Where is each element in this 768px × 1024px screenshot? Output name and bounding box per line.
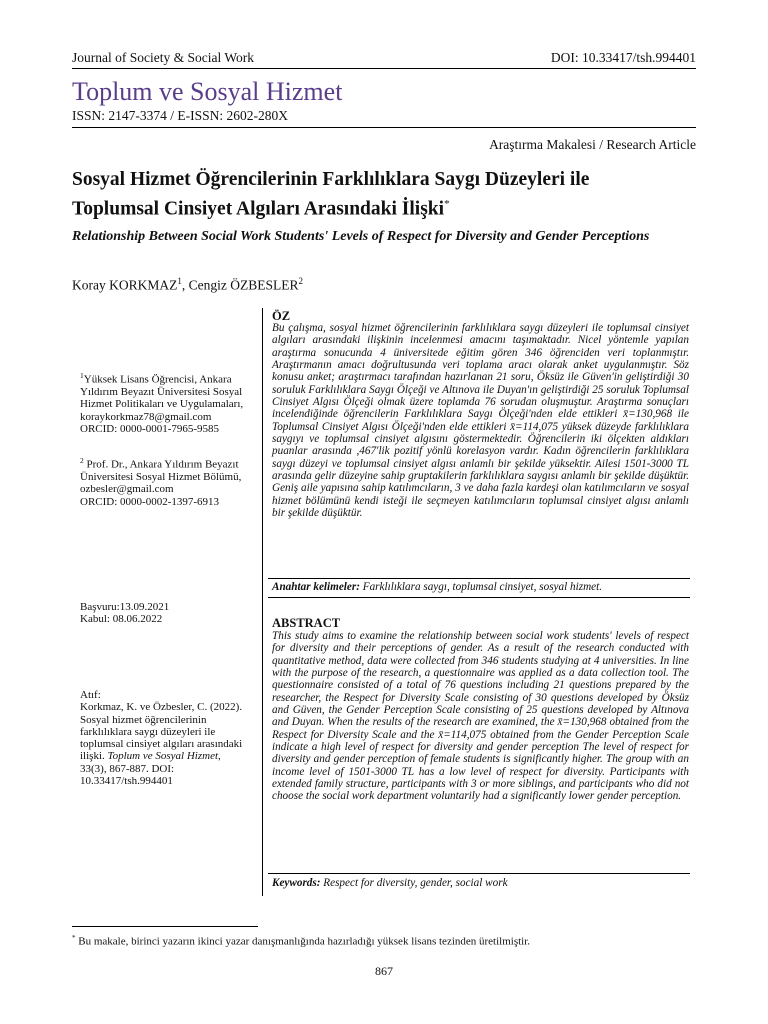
header-rule — [72, 68, 696, 69]
footnote-rule — [72, 926, 258, 927]
footnote — [72, 934, 530, 948]
issn-rule — [72, 127, 696, 128]
abstract-keywords-label: Keywords: — [272, 877, 321, 889]
author-1-sup: 1 — [177, 276, 182, 286]
citation-line: Korkmaz, K. ve Özbesler, C. (2022). — [80, 701, 243, 714]
title-footnote-mark: * — [444, 198, 450, 210]
issn-line: ISSN: 2147-3374 / E-ISSN: 2602-280X — [72, 108, 289, 123]
affiliation-1-line: Hizmet Politikaları ve Uygulamaları, — [80, 398, 244, 411]
oz-heading: ÖZ — [272, 309, 291, 323]
oz-keywords-text: Farklılıklara saygı, toplumsal cinsiyet, sosyal hizmet. — [359, 581, 603, 593]
citation-line: farklılıklara saygı düzeyleri ile — [80, 725, 216, 738]
accepted-date: Kabul: 08.06.2022 — [80, 613, 163, 626]
oz-keywords — [272, 581, 689, 593]
author-2-sup: 2 — [298, 276, 303, 286]
article-title — [72, 168, 696, 222]
footnote-text: Bu makale, birinci yazarın ikinci yazar danışmanlığında hazırladığı yüksek lisans tezinden üretilmiştir. — [75, 935, 531, 948]
affiliation-2-email: ozbesler@gmail.com — [80, 483, 174, 496]
citation-journal: Toplum ve Sosyal Hizmet, — [107, 750, 221, 763]
running-header-journal: Journal of Society & Social Work — [72, 50, 255, 65]
column-divider — [262, 308, 263, 896]
citation-line: toplumsal cinsiyet algıları arasındaki — [80, 738, 243, 751]
affiliation-2 — [80, 455, 260, 508]
journal-title: Toplum ve Sosyal Hizmet — [72, 77, 343, 106]
author-separator: , — [181, 277, 189, 293]
citation-block — [80, 689, 260, 787]
affiliation-1-email: koraykorkmaz78@gmail.com — [80, 410, 212, 423]
citation-doi: 10.33417/tsh.994401 — [80, 775, 173, 788]
abstract-body: This study aims to examine the relationship between social work students' levels of respect for diversity and their perceptions of gender. As a result of the research conducted with quantitative method, data were collected from 346 students studying at 4 universities. In line with the purpose of the research, a questionnaire was applied as a data collection tool. The questionnaire consisted of a total of 76 questions including 21 questions prepared by the researcher, the Respect for Diversity Scale consisting of 30 questions developed by Öksüz and Güven, the Gender Perception Scale consisting of 25 questions developed by Altınova and Duyan. When the results of the research are examined, the x̄=130,968 obtained from the Respect for Diversity Scale and the x̄=114,075 obtained from the Gender Perception Scale indicate a high level of respect for diversity and gender perception The level of respect for diversity and gender perception of female students is significantly higher. The group with an income level of 1501-3000 TL has a low level of respect for diversity. Participants with extended family structure, participants with 3 or more siblings, and participants who did not choose the social work department voluntarily had a significantly lower gender perception. — [272, 630, 689, 803]
affiliation-2-orcid: ORCID: 0000-0002-1397-6913 — [80, 495, 220, 508]
footnote-mark: * — [72, 934, 76, 942]
abstract-keywords — [272, 877, 689, 889]
received-date: Başvuru:13.09.2021 — [80, 601, 170, 613]
abstract-keywords-rule — [268, 873, 690, 874]
oz-keywords-bottom-rule — [268, 597, 690, 598]
affiliation-1-sup: 1 — [80, 371, 84, 380]
affiliation-1 — [80, 370, 260, 435]
citation-line: Sosyal hizmet öğrencilerinin — [80, 713, 207, 726]
oz-body: Bu çalışma, sosyal hizmet öğrencilerinin farklılıklara saygı düzeyleri ile toplumsal cinsiyet algıları arasındaki ilişkinin incelenmesi amacını taşımaktadır. Nicel yöntemle yapılan araştırma sonucunda 4 üniversitede eğitim gören 346 öğrenciden veri toplanmıştır. Araştırmanın amacı doğrultusunda veri toplama aracı olarak anket uygulanmıştır. Söz konusu anket; araştırmacı tarafından hazırlanan 21 soru, Öksüz ile Güven'in geliştirdiği 30 soruluk Farklılıklara Saygı Ölçeği ve Altınova ile Duyan'ın geliştirdiği 25 soruluk Toplumsal Cinsiyet Algısı Ölçeği olmak üzere toplamda 76 sorudan oluşmuştur. Araştırma sonuçları incelendiğinde öğrencilerin Farklılıklara Saygı Ölçeği'nden elde ettikleri x̄=130,968 ile Toplumsal Cinsiyet Algısı Ölçeği'nden elde ettikleri x̄=114,075 yüksek düzeyde farklılıklara saygıyı ve toplumsal cinsiyet algısını göstermektedir. Öğrencilerin iki ölçekten aldıkları puanlar arasında ,467'lik pozitif yönlü korelasyon vardır. Kadın öğrencilerin farklılıklara saygı düzeyi ve toplumsal cinsiyet algısı anlamlı bir şekilde yüksektir. Ailesi 1501-3000 TL arasında gelir düzeyine sahip gruptakilerin farklılıklara saygısı anlamlı bir şekilde düşüktür. Geniş aile yapısına sahip katılımcıların, 3 ve daha fazla kardeşi olan katılımcıların ve sosyal hizmet bölümünü kendi isteği ile seçmeyen katılımcıların toplumsal cinsiyet algısı anlamlı bir şekilde düşüktür. — [272, 322, 689, 520]
citation-line: 33(3), 867-887. DOI: — [80, 762, 175, 775]
english-title: Relationship Between Social Work Students' Levels of Respect for Diversity and Gender Perceptions — [72, 229, 650, 244]
affiliation-1-orcid: ORCID: 0000-0001-7965-9585 — [80, 422, 220, 435]
author-2: Cengiz ÖZBESLER — [188, 277, 299, 293]
affiliation-2-line: Üniversitesi Sosyal Hizmet Bölümü, — [80, 470, 242, 483]
affiliation-1-line: Yüksek Lisans Öğrencisi, Ankara — [83, 373, 232, 386]
affiliation-2-line: Prof. Dr., Ankara Yıldırım Beyazıt — [83, 458, 239, 471]
abstract-keywords-text: Respect for diversity, gender, social work — [320, 877, 508, 889]
oz-keywords-rule — [268, 578, 690, 579]
oz-keywords-label: Anahtar kelimeler: — [272, 581, 360, 593]
article-title-line1: Sosyal Hizmet Öğrencilerinin Farklılıklara Saygı Düzeyleri ile — [72, 169, 590, 190]
page-number: 867 — [375, 964, 393, 978]
running-header-doi: DOI: 10.33417/tsh.994401 — [550, 50, 696, 65]
citation-label: Atıf: — [80, 689, 101, 701]
author-1: Koray KORKMAZ — [72, 277, 178, 293]
submission-dates — [80, 601, 260, 626]
affiliation-1-line: Yıldırım Beyazıt Üniversitesi Sosyal — [80, 385, 243, 398]
citation-line: ilişki. — [80, 750, 108, 763]
author-line — [72, 276, 303, 294]
article-type: Araştırma Makalesi / Research Article — [489, 137, 696, 152]
affiliation-2-sup: 2 — [80, 456, 84, 465]
abstract-heading: ABSTRACT — [272, 616, 341, 630]
article-title-line2: Toplumsal Cinsiyet Algıları Arasındaki İlişki — [72, 198, 445, 220]
